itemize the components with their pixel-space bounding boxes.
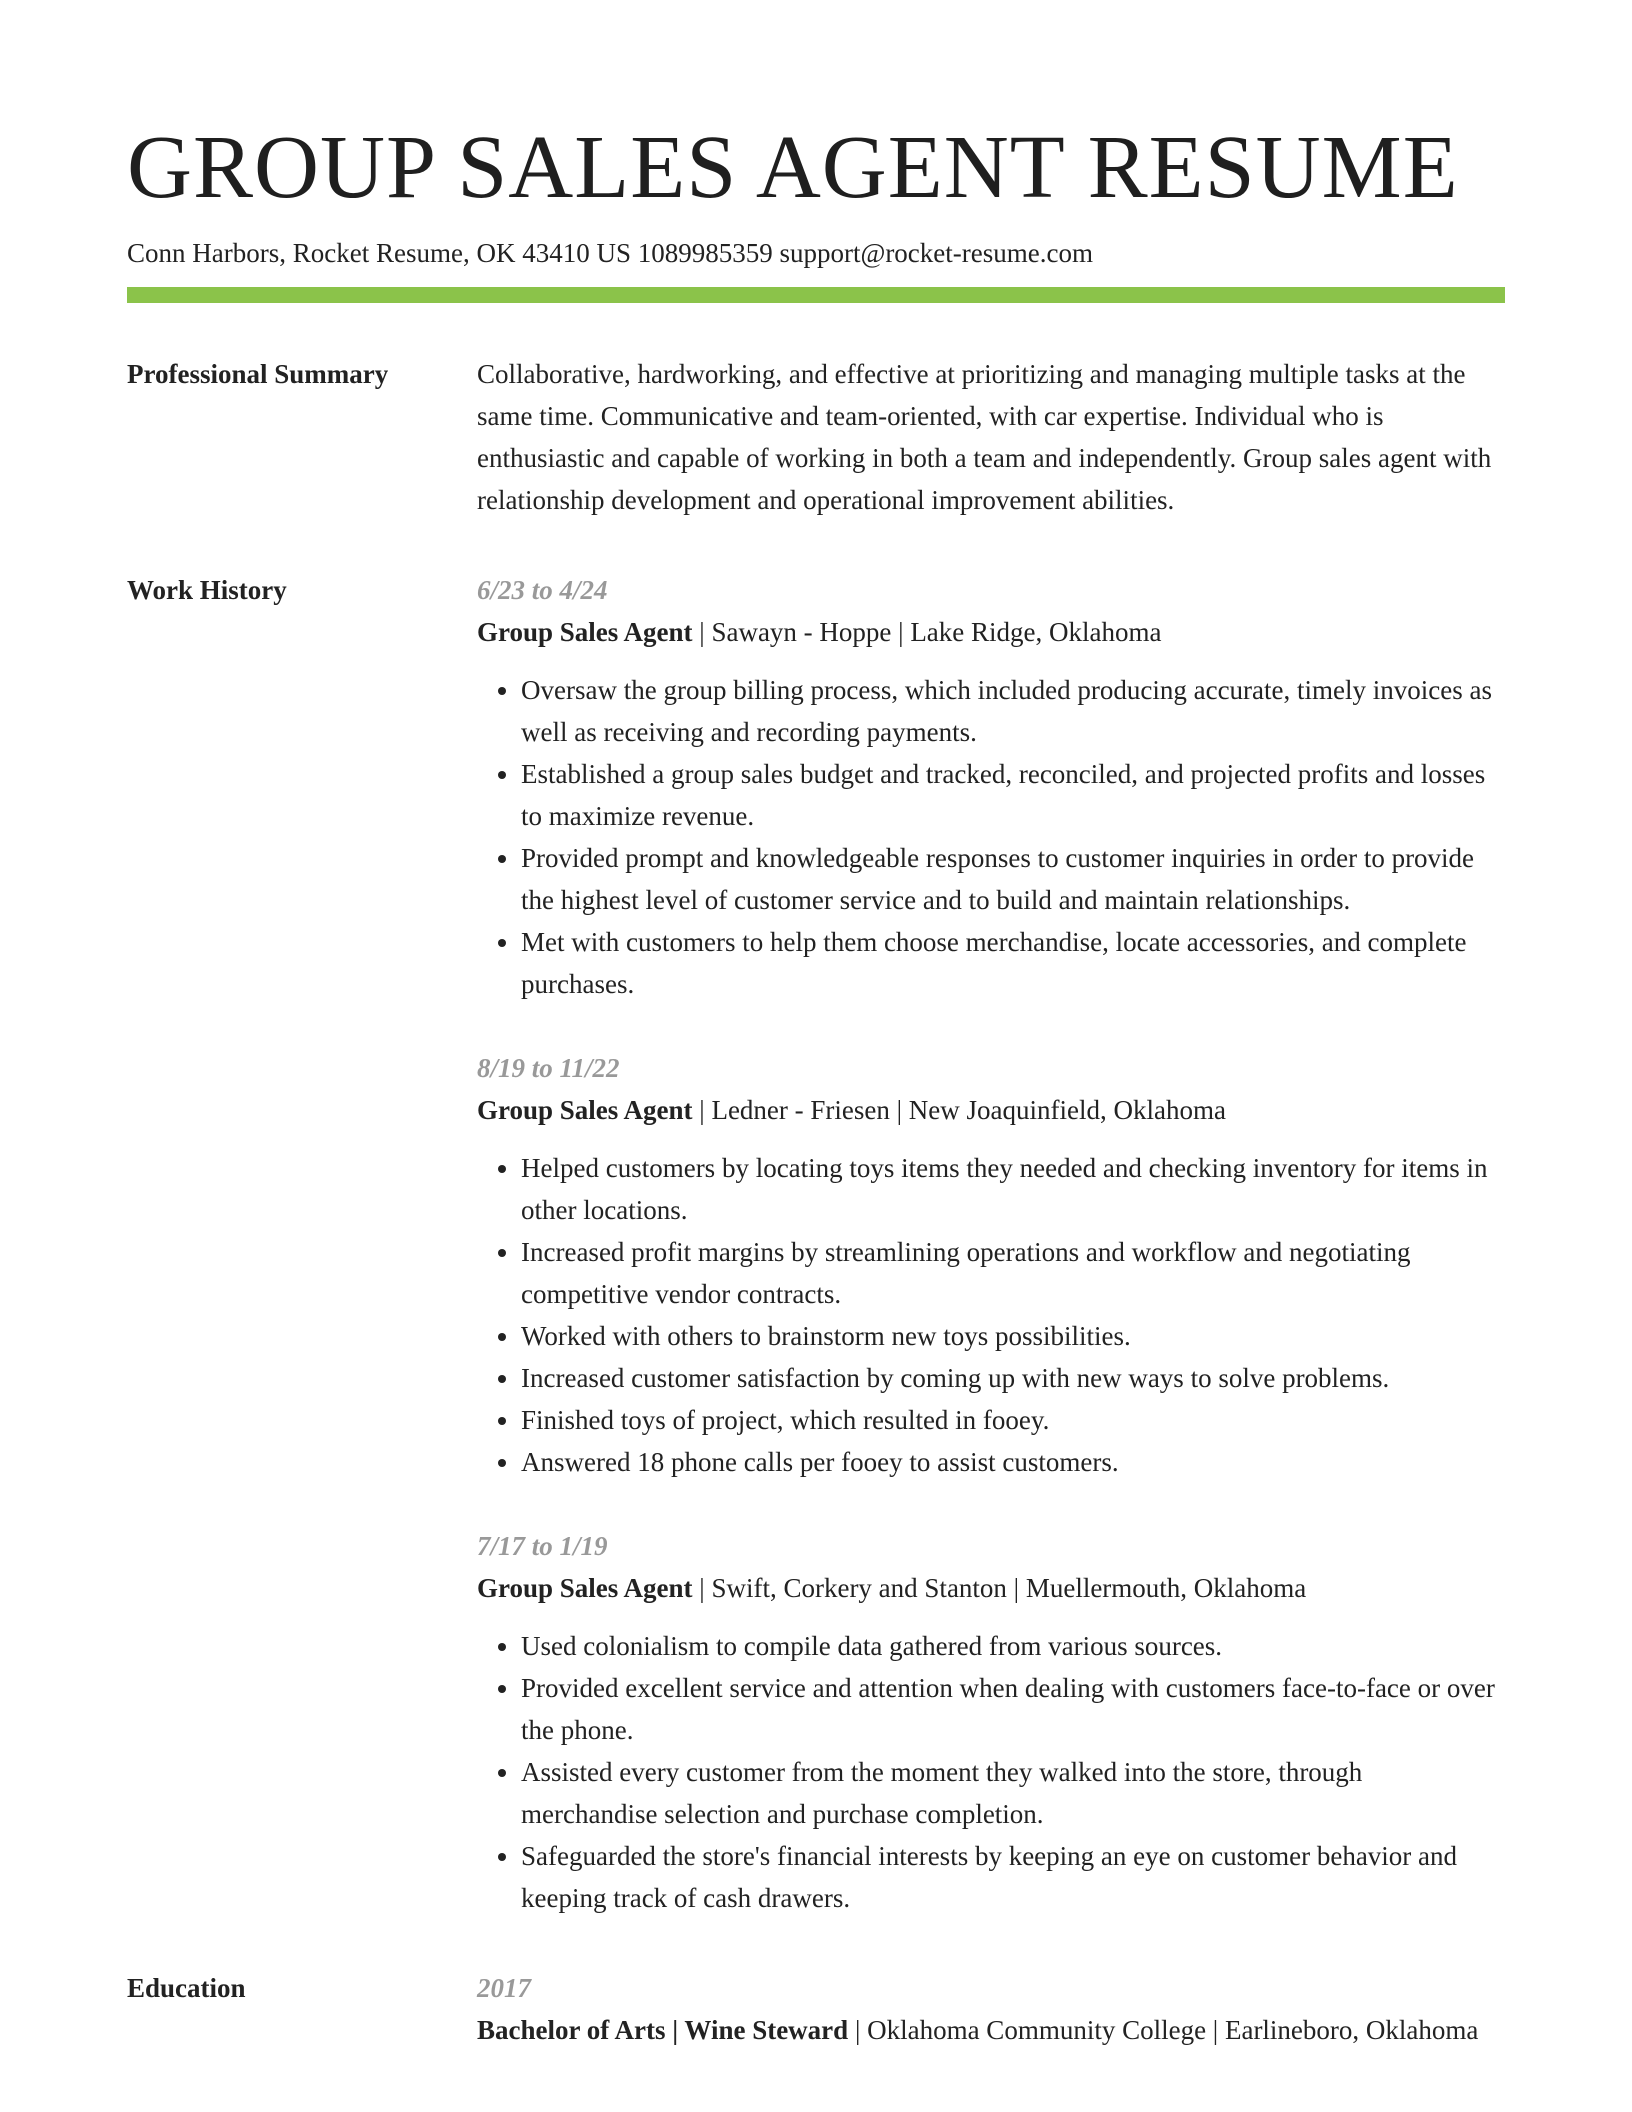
job-role: Group Sales Agent <box>477 1094 693 1125</box>
job-bullets <box>477 1625 1505 1919</box>
job-details: | Sawayn - Hoppe | Lake Ridge, Oklahoma <box>692 616 1162 647</box>
list-item: • Increased profit margins by streamlining operations and workflow and negotiating competitive vendor contracts. <box>521 1231 1505 1315</box>
list-item: • Safeguarded the store's financial interests by keeping an eye on customer behavior and keeping track of cash drawers. <box>521 1835 1505 1919</box>
education-degree: Bachelor of Arts | Wine Steward <box>477 2014 849 2045</box>
job-dates: 8/19 to 11/22 <box>477 1052 620 1083</box>
section-label-education: Education <box>127 1972 246 2003</box>
accent-divider <box>127 287 1505 303</box>
list-item: • Answered 18 phone calls per fooey to assist customers. <box>521 1441 1505 1483</box>
list-item: • Met with customers to help them choose merchandise, locate accessories, and complete purchases. <box>521 921 1505 1005</box>
resume-title: GROUP SALES AGENT RESUME <box>127 118 1459 217</box>
list-item: • Worked with others to brainstorm new toys possibilities. <box>521 1315 1505 1357</box>
list-item: • Finished toys of project, which resulted in fooey. <box>521 1399 1505 1441</box>
list-item: • Provided excellent service and attention when dealing with customers face-to-face or over the phone. <box>521 1667 1505 1751</box>
job-details: | Swift, Corkery and Stanton | Muellermouth, Oklahoma <box>692 1572 1307 1603</box>
section-label-summary: Professional Summary <box>127 358 389 389</box>
job-dates: 7/17 to 1/19 <box>477 1530 608 1561</box>
job-entry <box>477 569 1505 1005</box>
job-role: Group Sales Agent <box>477 616 693 647</box>
education-details: | Oklahoma Community College | Earlineboro, Oklahoma <box>848 2014 1479 2045</box>
job-bullets <box>477 669 1505 1005</box>
education-body <box>477 1967 1505 2051</box>
job-entry <box>477 1047 1505 1483</box>
list-item: • Helped customers by locating toys items they needed and checking inventory for items in other locations. <box>521 1147 1505 1231</box>
work-history-section <box>127 569 1505 1919</box>
list-item: • Assisted every customer from the moment they walked into the store, through merchandise selection and purchase completion. <box>521 1751 1505 1835</box>
job-dates: 6/23 to 4/24 <box>477 574 608 605</box>
job-role: Group Sales Agent <box>477 1572 693 1603</box>
summary-section <box>127 353 1505 521</box>
summary-text: Collaborative, hardworking, and effective at prioritizing and managing multiple tasks at the same time. Communicative and team-oriented, with car expertise. Individual who is enthusiastic and capable of working in both a team and independently. Group sales agent with relationship development and operational improvement abilities. <box>477 358 1492 515</box>
education-section <box>127 1967 1505 2051</box>
contact-line: Conn Harbors, Rocket Resume, OK 43410 US 1089985359 support@rocket-resume.com <box>127 238 1093 268</box>
job-details: | Ledner - Friesen | New Joaquinfield, Oklahoma <box>692 1094 1226 1125</box>
list-item: • Established a group sales budget and tracked, reconciled, and projected profits and losses to maximize revenue. <box>521 753 1505 837</box>
job-title-line <box>477 611 1505 653</box>
section-label-work-history: Work History <box>127 574 287 605</box>
work-history-body <box>477 569 1505 1919</box>
list-item: • Increased customer satisfaction by coming up with new ways to solve problems. <box>521 1357 1505 1399</box>
job-title-line <box>477 1089 1505 1131</box>
education-year: 2017 <box>477 1972 531 2003</box>
list-item: • Oversaw the group billing process, which included producing accurate, timely invoices as well as receiving and recording payments. <box>521 669 1505 753</box>
job-entry <box>477 1525 1505 1919</box>
education-line <box>477 2009 1505 2051</box>
list-item: • Provided prompt and knowledgeable responses to customer inquiries in order to provide the highest level of customer service and to build and maintain relationships. <box>521 837 1505 921</box>
list-item: • Used colonialism to compile data gathered from various sources. <box>521 1625 1505 1667</box>
job-title-line <box>477 1567 1505 1609</box>
job-bullets <box>477 1147 1505 1483</box>
